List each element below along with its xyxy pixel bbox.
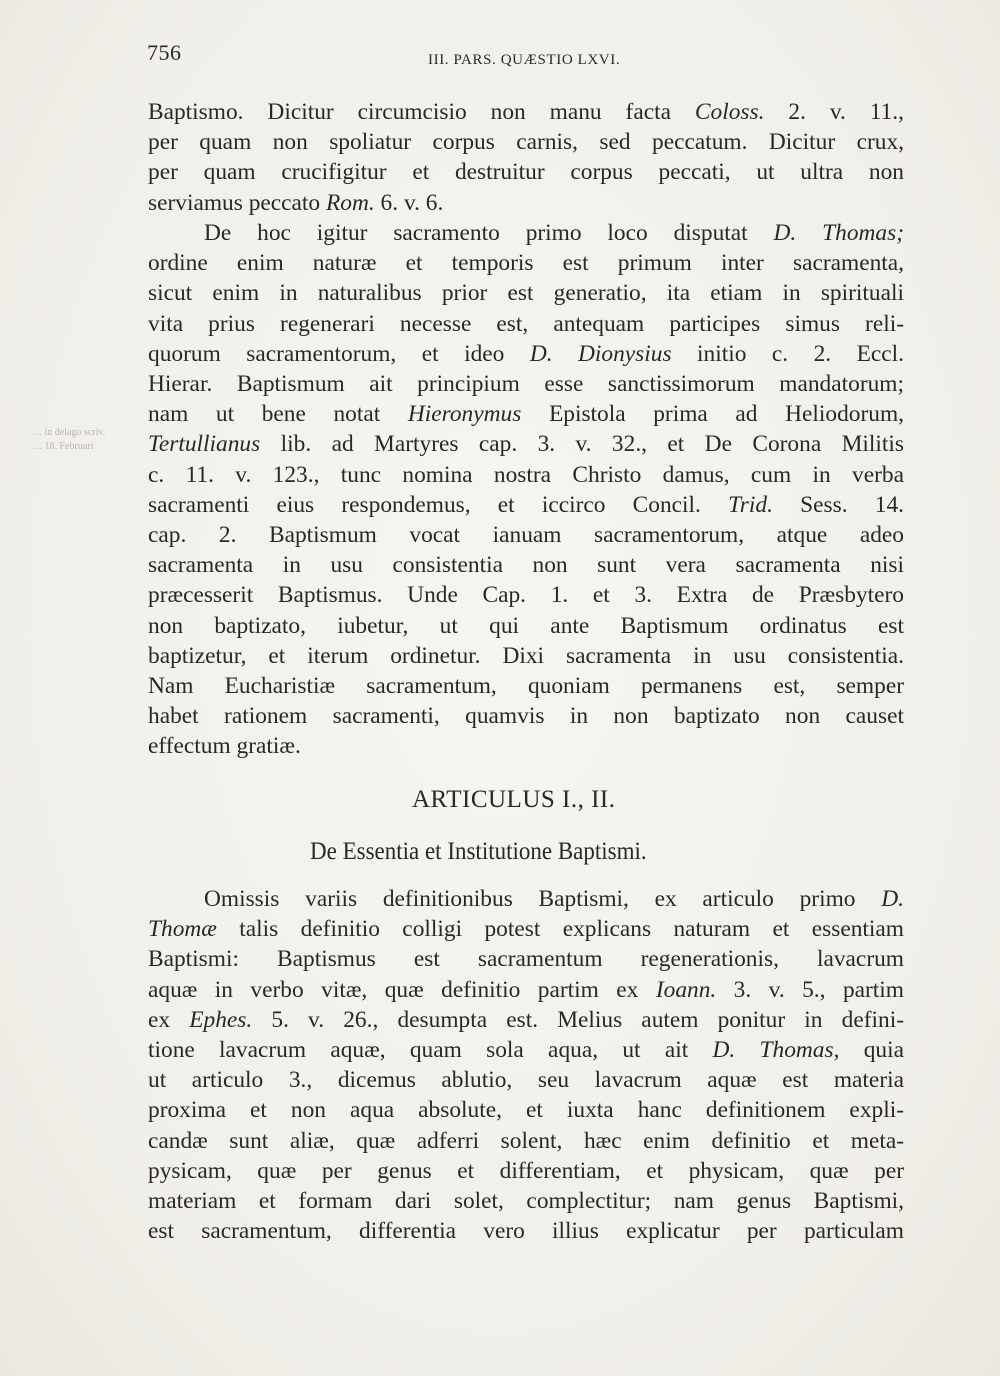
- paragraph-2: [148, 218, 904, 762]
- line-part: lib. ad Martyres cap. 3. v. 32., et De Corona Militis: [260, 431, 904, 458]
- text-line: [148, 218, 904, 248]
- text-line: Nam Eucharistiæ sacramentum, quoniam permanens est, semper: [148, 673, 904, 700]
- line-part: 6. v. 6.: [374, 189, 444, 216]
- text-line: Hierar. Baptismum ait principium esse sanctissimorum mandatorum;: [148, 371, 904, 398]
- text-line: baptizetur, et iterum ordinetur. Dixi sacramenta in usu consistentia.: [148, 642, 904, 669]
- text-line: [148, 490, 904, 520]
- article-heading: ARTICULUS I., II.: [412, 786, 616, 813]
- author-name: D. Thomas;: [773, 220, 905, 246]
- text-line: non baptizato, iubetur, ut qui ante Baptismum ordinatus est: [148, 612, 904, 639]
- text-line: [148, 884, 904, 914]
- marginal-note-line: … in delago scriv.: [32, 427, 106, 438]
- line-part: 2. v. 11.,: [764, 99, 904, 125]
- text-line: pysicam, quæ per genus et differentiam, et physicam, quæ per: [148, 1157, 904, 1184]
- line-part: tione lavacrum aquæ, quam sola aqua, ut ait: [148, 1037, 713, 1064]
- line-part: quia: [839, 1037, 905, 1064]
- line-part: nam ut bene notat: [148, 401, 408, 428]
- line-part: talis definitio colligi potest explicans naturam et essentiam: [216, 916, 904, 943]
- text-line: habet rationem sacramenti, quamvis in non baptizato non causet: [148, 703, 904, 730]
- author-name: Tertullianus: [148, 431, 261, 458]
- text-line: [148, 914, 904, 944]
- line-part: Baptismo. Dicitur circumcisio non manu facta: [148, 99, 695, 125]
- article-title: De Essentia et Institutione Baptismi.: [310, 838, 647, 865]
- line-part: quorum sacramentorum, et ideo: [148, 340, 530, 367]
- text-line: ut articulo 3., dicemus ablutio, seu lavacrum aquæ est materia: [148, 1067, 904, 1094]
- line-part: 3. v. 5., partim: [716, 976, 904, 1003]
- page-number: 756: [147, 40, 182, 65]
- author-name: D. Dionysius: [529, 340, 672, 367]
- line-part: aquæ in verbo vitæ, quæ definitio partim ex: [148, 976, 656, 1003]
- author-name: Thomæ: [148, 916, 217, 943]
- text-line: est sacramentum, differentia vero illius explicatur per particulam: [148, 1218, 904, 1245]
- text-line: [148, 399, 904, 429]
- text-line: c. 11. v. 123., tunc nomina nostra Christo damus, cum in verba: [148, 461, 904, 488]
- citation: Rom.: [325, 189, 375, 216]
- text-line: [148, 1035, 904, 1065]
- citation: Ioann.: [655, 976, 717, 1003]
- text-line: effectum gratiæ.: [148, 733, 301, 760]
- text-line: [148, 429, 904, 459]
- line-part: ex: [148, 1006, 190, 1033]
- text-line: ordine enim naturæ et temporis est primum inter sacramenta,: [148, 250, 904, 277]
- author-name: Hieronymus: [407, 401, 522, 428]
- line-part: Sess. 14.: [772, 491, 904, 518]
- line-part: sacramenti eius respondemus, et iccirco Concil.: [148, 491, 729, 518]
- author-name: D. Thomas,: [712, 1037, 840, 1064]
- text-line: [148, 975, 904, 1005]
- text-line: præcesserit Baptismus. Unde Cap. 1. et 3. Extra de Præsbytero: [148, 582, 904, 609]
- line-part: initio c. 2. Eccl.: [671, 340, 905, 367]
- author-name: D.: [881, 886, 904, 912]
- line-part: Epistola prima ad Heliodorum,: [521, 401, 904, 428]
- citation: Coloss.: [694, 99, 765, 125]
- text-line: sicut enim in naturalibus prior est generatio, ita etiam in spirituali: [148, 280, 904, 307]
- text-line: sacramenta in usu consistentia non sunt vera sacramenta nisi: [148, 552, 904, 579]
- running-head: III. PARS. QUÆSTIO LXVI.: [428, 52, 621, 68]
- text-line: [148, 339, 904, 369]
- marginal-note: [32, 426, 105, 454]
- text-line: vita prius regenerari necesse est, antequam participes simus reli-: [148, 310, 904, 337]
- text-line: [148, 1005, 904, 1035]
- text-line: [148, 188, 904, 218]
- text-line: candæ sunt aliæ, quæ adferri solent, hæc enim definitio et meta-: [148, 1127, 904, 1154]
- text-line: Baptismi: Baptismus est sacramentum regenerationis, lavacrum: [148, 946, 904, 973]
- text-line: per quam non spoliatur corpus carnis, sed peccatum. Dicitur crux,: [148, 129, 904, 156]
- paragraph-1: [148, 97, 904, 218]
- text-line: per quam crucifigitur et destruitur corpus peccati, ut ultra non: [148, 159, 904, 186]
- text-line: materiam et formam dari solet, complectitur; nam genus Baptismi,: [148, 1188, 904, 1215]
- text-line: cap. 2. Baptismum vocat ianuam sacramentorum, atque adeo: [148, 522, 904, 549]
- line-part: serviamus peccato: [148, 189, 326, 216]
- line-part: De hoc igitur sacramento primo loco disputat: [204, 220, 774, 246]
- citation: Trid.: [728, 491, 773, 518]
- paragraph-3: [148, 884, 904, 1246]
- marginal-note-line: … 18. Februari: [32, 441, 94, 452]
- text-line: [148, 97, 904, 127]
- line-part: 5. v. 26., desumpta est. Melius autem ponitur in defini-: [252, 1006, 904, 1033]
- text-line: proxima et non aqua absolute, et iuxta hanc definitionem expli-: [148, 1097, 904, 1124]
- citation: Ephes.: [189, 1006, 253, 1033]
- line-part: Omissis variis definitionibus Baptismi, ex articulo primo: [204, 886, 882, 912]
